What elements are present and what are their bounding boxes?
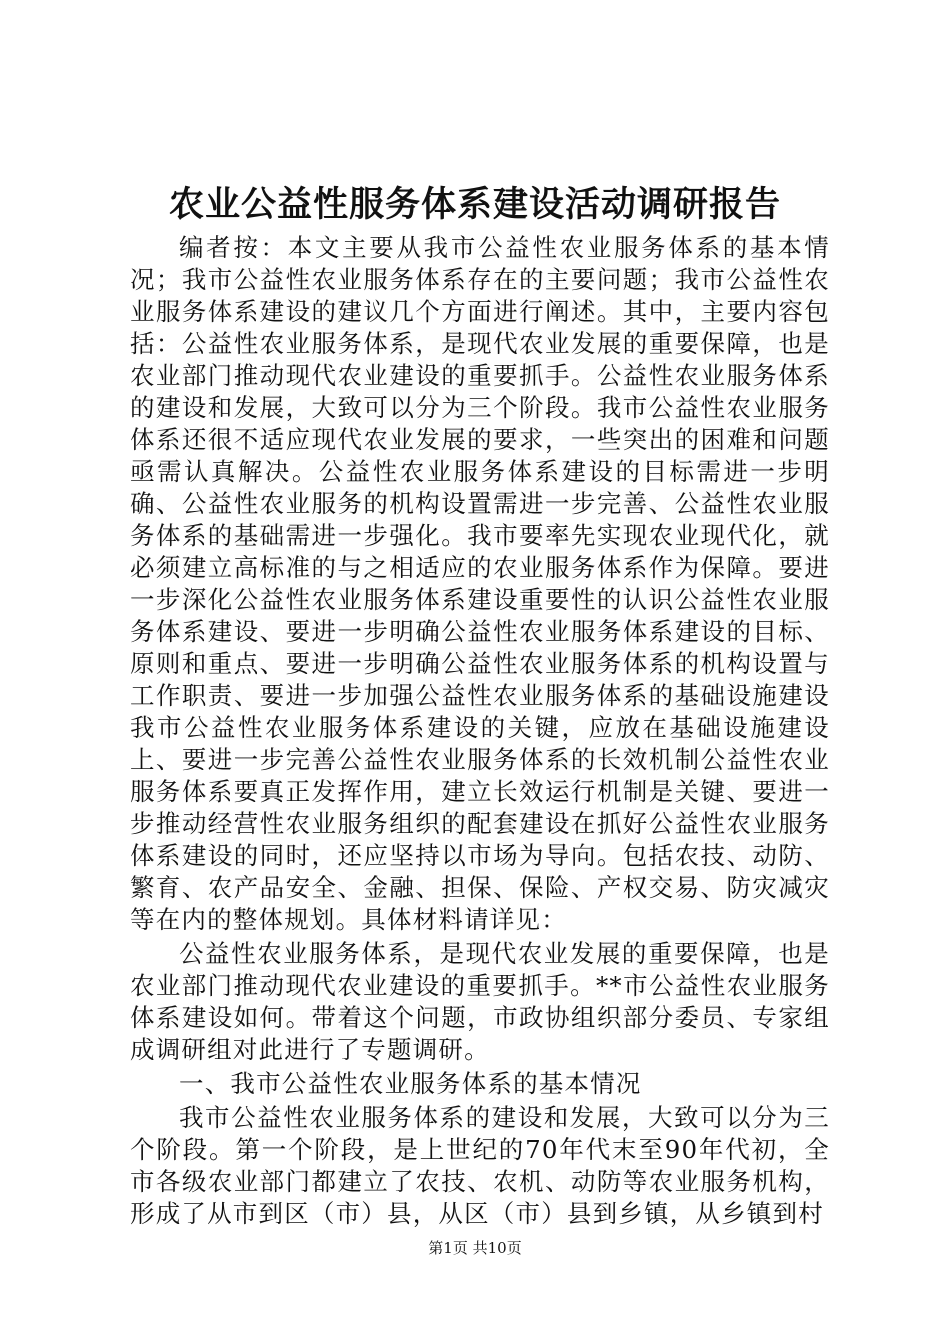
intro-paragraph: 公益性农业服务体系，是现代农业发展的重要保障，也是农业部门推动现代农业建设的重要抓手。**市公益性农业服务体系建设如何。带着这个问题，市政协组织部分委员、专家组成调研组对此进行了专题调研。 [130,939,830,1064]
body-paragraph: 我市公益性农业服务体系的建设和发展，大致可以分为三个阶段。第一个阶段，是上世纪的70年代末至90年代初，全市各级农业部门都建立了农技、农机、动防等农业服务机构，形成了从市到区（市）县，从区（市）县到乡镇，从乡镇到村 [130,1103,830,1228]
document-body [130,232,830,1232]
page-footer: 第1页 共10页 [428,1239,522,1257]
editor-note-paragraph: 编者按：本文主要从我市公益性农业服务体系的基本情况；我市公益性农业服务体系存在的主要问题；我市公益性农业服务体系建设的建议几个方面进行阐述。其中，主要内容包括：公益性农业服务体系，是现代农业发展的重要保障，也是农业部门推动现代农业建设的重要抓手。公益性农业服务体系的建设和发展，大致可以分为三个阶段。我市公益性农业服务体系还很不适应现代农业发展的要求，一些突出的困难和问题亟需认真解决。公益性农业服务体系建设的目标需进一步明确、公益性农业服务的机构设置需进一步完善、公益性农业服务体系的基础需进一步强化。我市要率先实现农业现代化，就必须建立高标准的与之相适应的农业服务体系作为保障。要进一步深化公益性农业服务体系建设重要性的认识公益性农业服务体系建设、要进一步明确公益性农业服务体系建设的目标、原则和重点、要进一步明确公益性农业服务体系的机构设置与工作职责、要进一步加强公益性农业服务体系的基础设施建设我市公益性农业服务体系建设的关键，应放在基础设施建设上、要进一步完善公益性农业服务体系的长效机制公益性农业服务体系要真正发挥作用，建立长效运行机制是关键、要进一步推动经营性农业服务组织的配套建设在抓好公益性农业服务体系建设的同时，还应坚持以市场为导向。包括农技、动防、繁育、农产品安全、金融、担保、保险、产权交易、防灾减灾等在内的整体规划。具体材料请详见： [130,233,830,934]
document-title: 农业公益性服务体系建设活动调研报告 [168,184,781,225]
section-heading: 一、我市公益性农业服务体系的基本情况 [179,1069,642,1098]
